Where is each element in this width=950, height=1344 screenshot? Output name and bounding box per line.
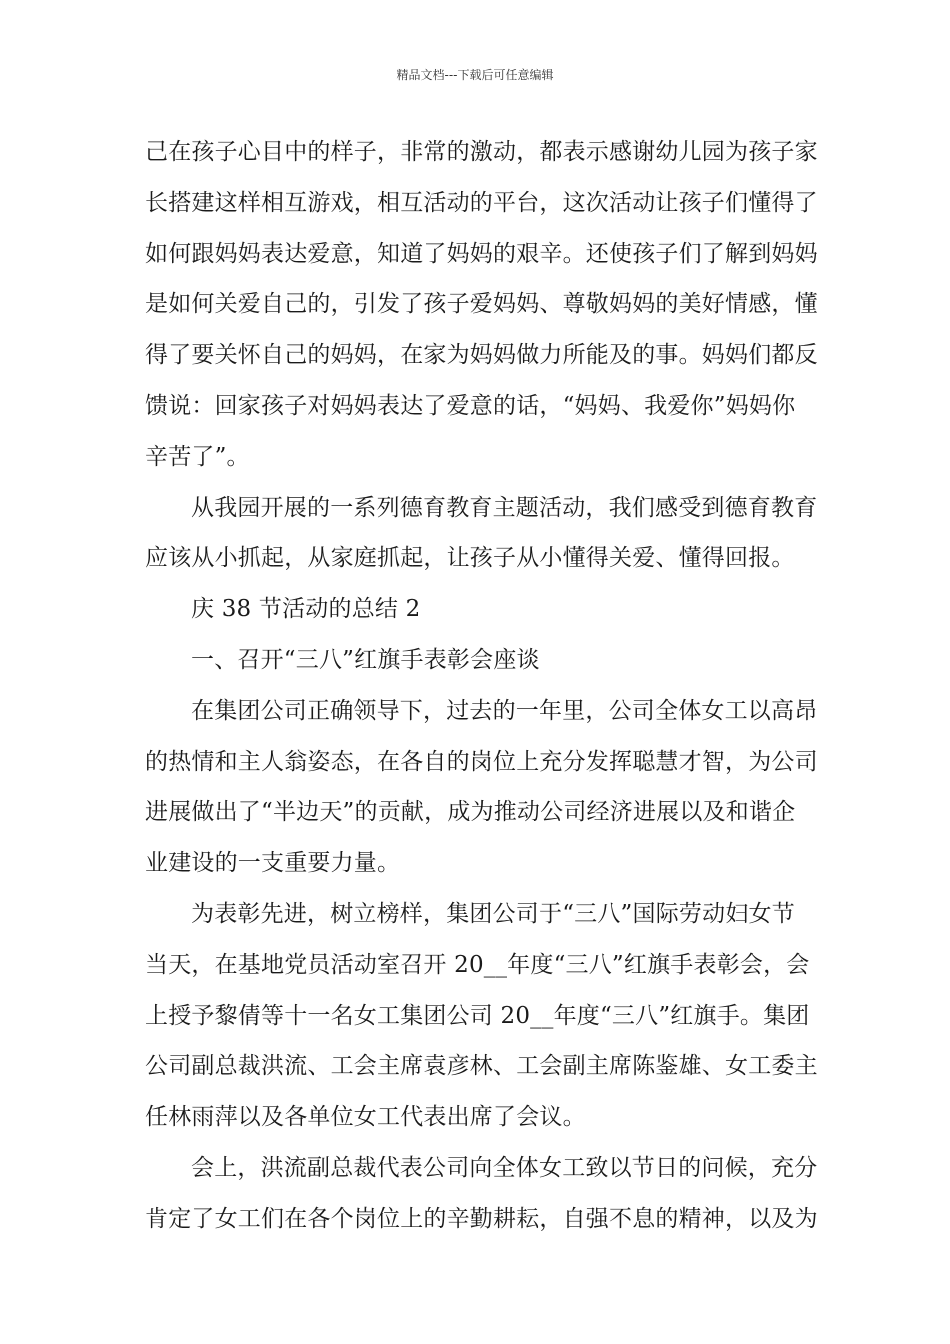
text-line: 从我园开展的一系列德育教育主题活动，我们感受到德育教育	[191, 494, 818, 521]
paragraph-3	[145, 686, 818, 889]
text-line: 业建设的一支重要力量。	[145, 850, 401, 877]
text-line: 长搭建这样相互游戏，相互活动的平台，这次活动让孩子们懂得了	[145, 189, 818, 216]
text-line: 的热情和主人翁姿态，在各自的岗位上充分发挥聪慧才智，为公司	[145, 748, 818, 775]
page-header: 精品文档---下载后可任意编辑	[396, 68, 554, 82]
text-line: 馈说：回家孩子对妈妈表达了爱意的话，“妈妈、我爱你”妈妈你	[145, 392, 796, 419]
text-line: 为表彰先进，树立榜样，集团公司于“三八”国际劳动妇女节	[191, 900, 795, 927]
paragraph-5	[145, 1143, 818, 1245]
text-line: 上授予黎倩等十一名女工集团公司 20__年度“三八”红旗手。集团	[145, 1002, 810, 1029]
text-line: 当天，在基地党员活动室召开 20__年度“三八”红旗手表彰会，会	[145, 951, 810, 978]
text-line: 会上，洪流副总裁代表公司向全体女工致以节日的问候，充分	[191, 1154, 818, 1181]
heading-line: 庆 38 节活动的总结 2	[191, 596, 421, 623]
text-line: 得了要关怀自己的妈妈，在家为妈妈做力所能及的事。妈妈们都反	[145, 342, 818, 369]
text-line: 在集团公司正确领导下，过去的一年里，公司全体女工以高昂	[191, 697, 818, 724]
text-line: 如何跟妈妈表达爱意，知道了妈妈的艰辛。还使孩子们了解到妈妈	[145, 240, 818, 267]
document-body	[145, 127, 818, 1245]
paragraph-1	[145, 127, 818, 483]
section-title	[145, 584, 815, 635]
text-line: 是如何关爱自己的，引发了孩子爱妈妈、尊敬妈妈的美好情感，懂	[145, 291, 818, 318]
text-line: 应该从小抓起，从家庭抓起，让孩子从小懂得关爱、懂得回报。	[145, 545, 795, 572]
text-line: 肯定了女工们在各个岗位上的辛勤耕耘，自强不息的精神，以及为	[145, 1205, 818, 1232]
section-heading-1	[145, 635, 815, 686]
text-line: 公司副总裁洪流、工会主席袁彦林、工会副主席陈鉴雄、女工委主	[145, 1053, 818, 1080]
text-line: 己在孩子心目中的样子，非常的激动，都表示感谢幼儿园为孩子家	[145, 139, 818, 165]
text-line: 进展做出了“半边天”的贡献，成为推动公司经济进展以及和谐企	[145, 799, 796, 826]
heading-line: 一、召开“三八”红旗手表彰会座谈	[191, 646, 540, 673]
paragraph-4	[145, 889, 818, 1143]
paragraph-2	[145, 483, 818, 585]
text-line: 辛苦了”。	[145, 443, 250, 470]
text-line: 任林雨萍以及各单位女工代表出席了会议。	[145, 1104, 586, 1131]
